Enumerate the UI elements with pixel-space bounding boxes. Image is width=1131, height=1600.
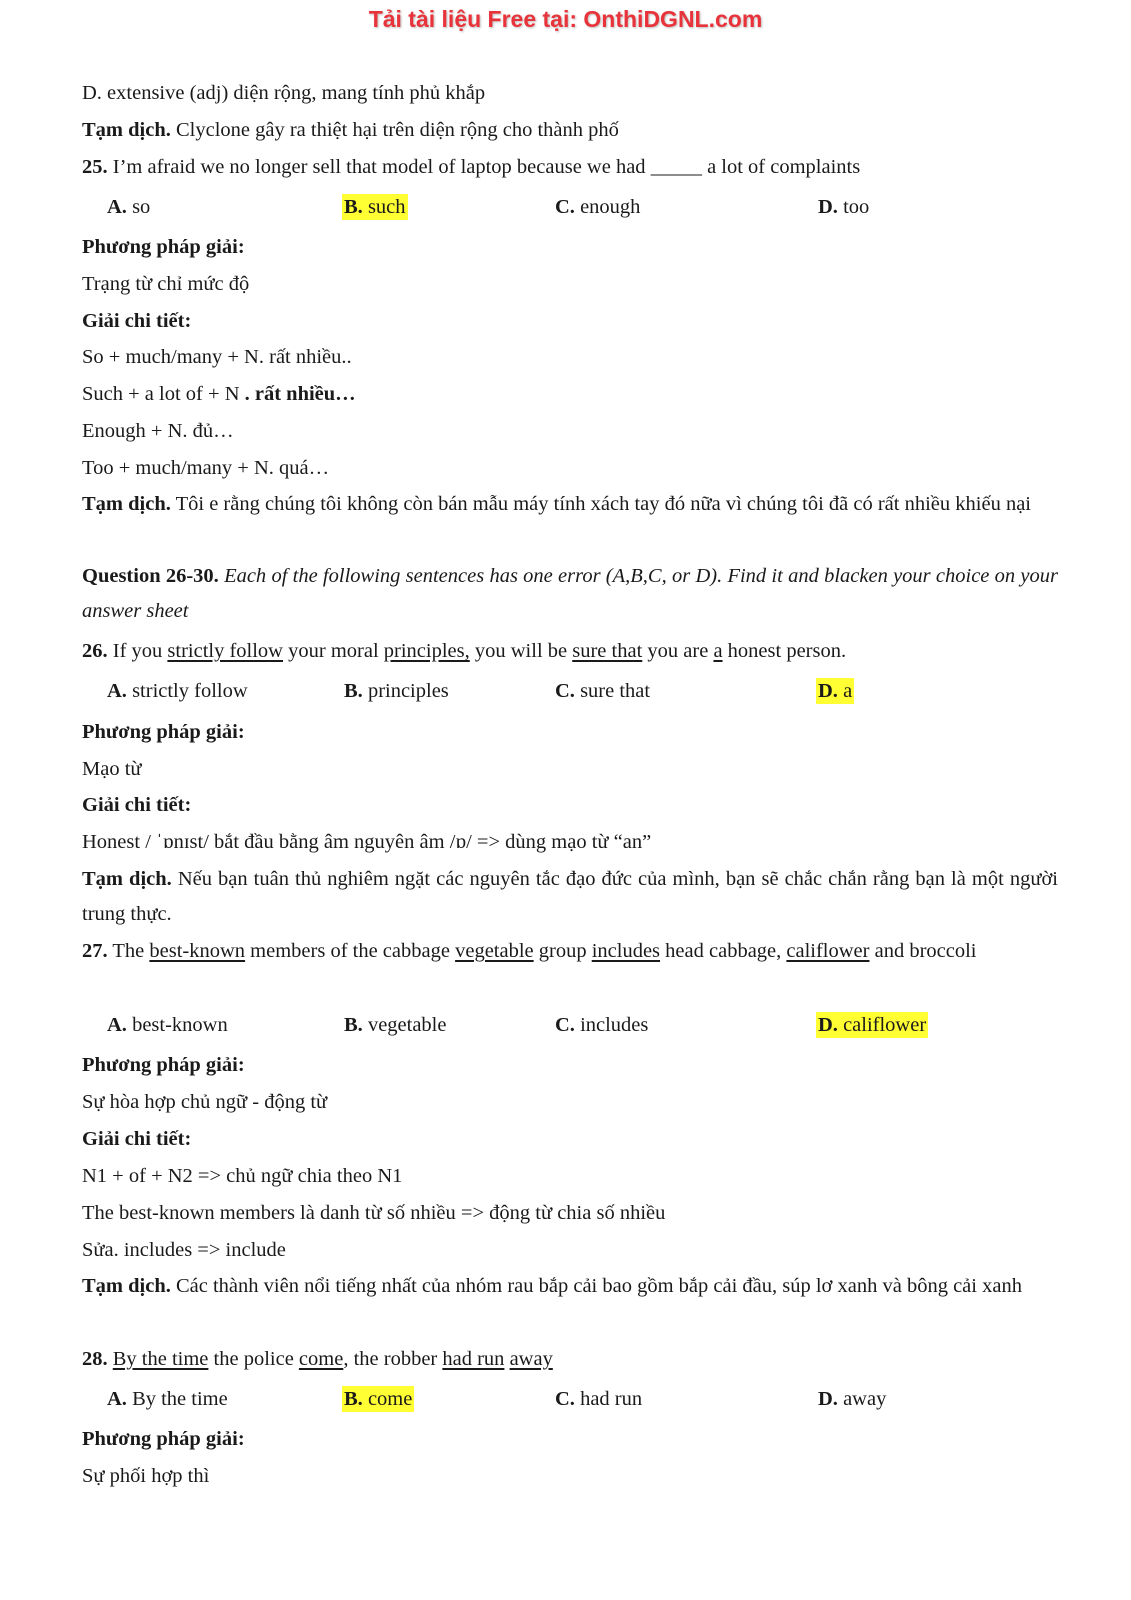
- detail-text: . rất nhiều…: [244, 383, 356, 405]
- option-letter: B.: [344, 196, 363, 218]
- question-text: honest person.: [722, 640, 847, 662]
- option-letter: C.: [555, 1014, 575, 1036]
- option-letter: D.: [818, 196, 838, 218]
- option-text: such: [362, 196, 406, 218]
- option-text: a: [837, 680, 853, 702]
- q27-option-d-correct: [816, 1012, 928, 1038]
- q28-option-a: [107, 1386, 228, 1412]
- page-header-banner: Tải tài liệu Free tại: OnthiDGNL.com: [368, 6, 763, 32]
- q25-method-text: Trạng từ chỉ mức độ: [82, 273, 250, 295]
- q25-option-c: [555, 194, 640, 220]
- option-text: had run: [574, 1388, 643, 1410]
- q27-detail-line: The best-known members là danh từ số nhiều => động từ chia số nhiều: [82, 1202, 666, 1224]
- q27-detail-line: Sửa. includes => include: [82, 1239, 286, 1261]
- q25-question: [82, 154, 1058, 180]
- q28-option-d: [818, 1386, 886, 1412]
- q27-question: [82, 934, 1058, 969]
- option-letter: A.: [107, 1388, 127, 1410]
- option-letter: A.: [107, 196, 127, 218]
- option-letter: C.: [555, 1388, 575, 1410]
- q25-option-d: [818, 194, 869, 220]
- q25-option-a: [107, 194, 150, 220]
- option-letter: D.: [818, 680, 838, 702]
- q24-translation: [82, 117, 1058, 143]
- question-text: members of the cabbage: [245, 940, 456, 962]
- option-text: vegetable: [362, 1014, 447, 1036]
- question-number: 28.: [82, 1348, 108, 1370]
- q28-option-b-correct: [342, 1386, 414, 1412]
- q25-detail-line: So + much/many + N. rất nhiều..: [82, 346, 352, 368]
- section-label: Question 26-30.: [82, 565, 219, 587]
- q27-translation: [82, 1269, 1058, 1304]
- option-letter: B.: [344, 680, 363, 702]
- option-text: best-known: [126, 1014, 228, 1036]
- q26-option-d-correct: [816, 678, 854, 704]
- q27-method-heading: Phương pháp giải:: [82, 1054, 245, 1076]
- translation-label: Tạm dịch.: [82, 868, 172, 890]
- option-text: enough: [574, 196, 641, 218]
- question-text: , the robber: [343, 1348, 443, 1370]
- q27-option-a: [107, 1012, 228, 1038]
- translation-label: Tạm dịch.: [82, 1275, 171, 1297]
- option-text: away: [837, 1388, 887, 1410]
- detail-text: Such + a lot of + N: [82, 383, 245, 405]
- question-text: a lot of complaints: [701, 156, 861, 178]
- question-text: the police: [208, 1348, 299, 1370]
- section-instruction: [82, 559, 1058, 629]
- option-text: sure that: [574, 680, 651, 702]
- underlined-part-c: includes: [591, 940, 661, 962]
- question-text: group: [533, 940, 592, 962]
- question-text: The: [107, 940, 150, 962]
- q28-method-heading: Phương pháp giải:: [82, 1428, 245, 1450]
- q28-method-text: Sự phối hợp thì: [82, 1465, 210, 1487]
- q25-option-b-correct: [342, 194, 408, 220]
- q26-detail-line: Honest / ˈɒnɪst/ bắt đầu bằng âm nguyên âm /ɒ/ => dùng mạo từ “an”: [82, 831, 652, 853]
- q25-translation: [82, 487, 1058, 522]
- option-text: so: [126, 196, 151, 218]
- underlined-part-b: come: [298, 1348, 344, 1370]
- option-letter: C.: [555, 680, 575, 702]
- q27-detail-line: N1 + of + N2 => chủ ngữ chia theo N1: [82, 1165, 403, 1187]
- question-text: head cabbage,: [660, 940, 787, 962]
- q26-method-heading: Phương pháp giải:: [82, 721, 245, 743]
- q27-detail-heading: Giải chi tiết:: [82, 1128, 192, 1150]
- underlined-part-a: strictly follow: [167, 640, 283, 662]
- q26-option-a: [107, 678, 248, 704]
- translation-label: Tạm dịch.: [82, 493, 171, 515]
- underlined-part-c: sure that: [572, 640, 643, 662]
- option-letter: D.: [818, 1388, 838, 1410]
- underlined-part-d: a: [713, 640, 723, 662]
- question-number: 25.: [82, 156, 108, 178]
- translation-label: Tạm dịch.: [82, 119, 171, 141]
- question-text: and broccoli: [869, 940, 977, 962]
- section-instruction-text: Each of the following sentences has one error (A,B,C, or D). Find it and blacken your choice on your answer sheet: [82, 565, 1058, 622]
- question-text: you will be: [469, 640, 573, 662]
- underlined-part-d: away: [509, 1348, 553, 1370]
- q24-option-d-explanation: D. extensive (adj) diện rộng, mang tính phủ khắp: [82, 82, 486, 104]
- question-text: your moral: [283, 640, 384, 662]
- option-letter: A.: [107, 1014, 127, 1036]
- underlined-part-c: had run: [442, 1348, 505, 1370]
- q27-option-c: [555, 1012, 648, 1038]
- translation-text: Nếu bạn tuân thủ nghiêm ngặt các nguyên tắc đạo đức của mình, bạn sẽ chắc chắn rằng bạn là một người trung thực.: [82, 868, 1058, 925]
- underlined-part-d: califlower: [786, 940, 870, 962]
- question-text: If you: [107, 640, 168, 662]
- option-letter: C.: [555, 196, 575, 218]
- q26-question: [82, 638, 1058, 664]
- question-text: you are: [642, 640, 714, 662]
- option-text: includes: [574, 1014, 649, 1036]
- q26-method-text: Mạo từ: [82, 758, 142, 780]
- q25-detail-line: [82, 381, 1058, 407]
- underlined-part-b: vegetable: [455, 940, 534, 962]
- answer-blank: _____: [650, 156, 702, 178]
- q28-question: [82, 1346, 1058, 1372]
- option-text: califlower: [837, 1014, 927, 1036]
- q26-translation: [82, 862, 1058, 932]
- underlined-part-a: By the time: [112, 1348, 209, 1370]
- translation-text: Tôi e rằng chúng tôi không còn bán mẫu máy tính xách tay đó nữa vì chúng tôi đã có rất nhiều khiếu nại: [170, 493, 1031, 515]
- option-text: principles: [362, 680, 449, 702]
- underlined-part-b: principles,: [383, 640, 470, 662]
- q25-method-heading: Phương pháp giải:: [82, 236, 245, 258]
- option-letter: B.: [344, 1388, 363, 1410]
- option-text: By the time: [126, 1388, 228, 1410]
- option-letter: B.: [344, 1014, 363, 1036]
- q27-option-b: [344, 1012, 446, 1038]
- q25-detail-heading: Giải chi tiết:: [82, 310, 192, 332]
- option-text: strictly follow: [126, 680, 248, 702]
- translation-text: Các thành viên nổi tiếng nhất của nhóm rau bắp cải bao gồm bắp cải đầu, súp lơ xanh và bông cải xanh: [170, 1275, 1022, 1297]
- q25-detail-line: Enough + N. đủ…: [82, 420, 234, 442]
- question-number: 27.: [82, 940, 108, 962]
- question-number: 26.: [82, 640, 108, 662]
- option-text: come: [362, 1388, 413, 1410]
- question-text: I’m afraid we no longer sell that model of laptop because we had: [107, 156, 651, 178]
- translation-text: Clyclone gây ra thiệt hại trên diện rộng cho thành phố: [170, 119, 619, 141]
- option-letter: A.: [107, 680, 127, 702]
- q26-option-c: [555, 678, 650, 704]
- underlined-part-a: best-known: [149, 940, 246, 962]
- option-text: too: [837, 196, 870, 218]
- q28-option-c: [555, 1386, 642, 1412]
- q26-detail-heading: Giải chi tiết:: [82, 794, 192, 816]
- q27-method-text: Sự hòa hợp chủ ngữ - động từ: [82, 1091, 328, 1113]
- option-letter: D.: [818, 1014, 838, 1036]
- q26-option-b: [344, 678, 449, 704]
- q25-detail-line: Too + much/many + N. quá…: [82, 457, 330, 479]
